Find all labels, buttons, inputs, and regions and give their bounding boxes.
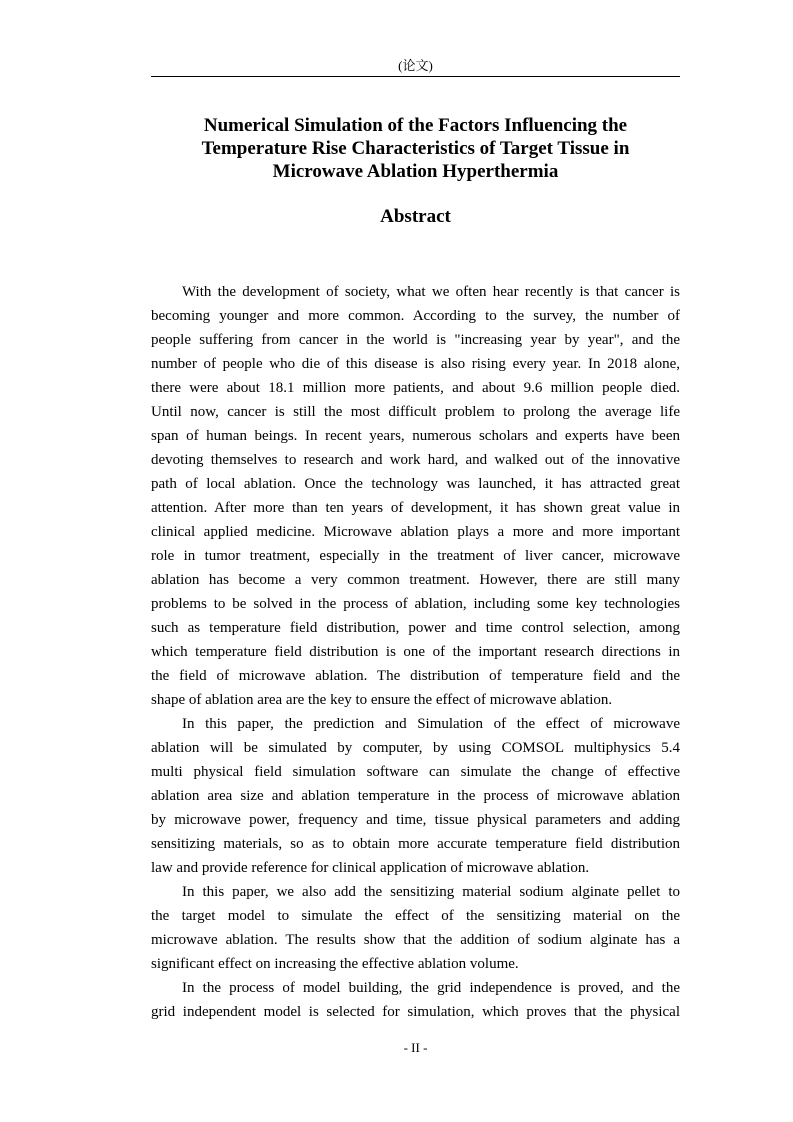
paragraph-line: Until now, cancer is still the most difficult problem to prolong the average life: [151, 404, 680, 420]
paragraph-line: the field of microwave ablation. The distribution of temperature field and the: [151, 668, 680, 684]
paragraph-line: significant effect on increasing the effective ablation volume.: [151, 956, 519, 972]
paragraph-line: there were about 18.1 million more patients, and about 9.6 million people died.: [151, 380, 680, 396]
paragraph-line: problems to be solved in the process of ablation, including some key technologies: [151, 596, 680, 612]
paragraph-line: the target model to simulate the effect of the sensitizing material on the: [151, 908, 680, 924]
paragraph-line: ablation will be simulated by computer, by using COMSOL multiphysics 5.4: [151, 740, 680, 756]
paragraph-line: In the process of model building, the grid independence is proved, and the: [182, 980, 680, 996]
paragraph-line: people suffering from cancer in the world is "increasing year by year", and the: [151, 332, 680, 348]
paragraph-line: grid independent model is selected for simulation, which proves that the physical: [151, 1004, 680, 1020]
paragraph-line: becoming younger and more common. According to the survey, the number of: [151, 308, 680, 324]
paragraph-line: which temperature field distribution is one of the important research directions in: [151, 644, 680, 660]
paragraph-line: microwave ablation. The results show that the addition of sodium alginate has a: [151, 932, 680, 948]
paragraph-line: In this paper, we also add the sensitizing material sodium alginate pellet to: [182, 884, 680, 900]
running-header: (论文): [398, 58, 433, 73]
paragraph-line: sensitizing materials, so as to obtain more accurate temperature field distribution: [151, 836, 680, 852]
header-rule: [151, 76, 680, 77]
paragraph-line: In this paper, the prediction and Simulation of the effect of microwave: [182, 716, 680, 732]
abstract-paragraph: [151, 712, 680, 880]
paragraph-line: role in tumor treatment, especially in the treatment of liver cancer, microwave: [151, 548, 680, 564]
page-number: - II -: [403, 1040, 428, 1055]
title-line: Microwave Ablation Hyperthermia: [272, 161, 559, 182]
paragraph-line: multi physical field simulation software can simulate the change of effective: [151, 764, 680, 780]
paper-title: [151, 114, 680, 183]
paragraph-line: devoting themselves to research and work hard, and walked out of the innovative: [151, 452, 680, 468]
abstract-body: [151, 280, 680, 1024]
paragraph-line: ablation area size and ablation temperature in the process of microwave ablation: [151, 788, 680, 804]
abstract-paragraph: [151, 976, 680, 1024]
paragraph-line: by microwave power, frequency and time, tissue physical parameters and adding: [151, 812, 680, 828]
paragraph-line: With the development of society, what we often hear recently is that cancer is: [182, 284, 680, 300]
paragraph-line: clinical applied medicine. Microwave ablation plays a more and more important: [151, 524, 680, 540]
title-line: Temperature Rise Characteristics of Target Tissue in: [201, 138, 630, 159]
abstract-heading: Abstract: [380, 206, 451, 227]
paragraph-line: law and provide reference for clinical application of microwave ablation.: [151, 860, 590, 876]
abstract-paragraph: [151, 280, 680, 712]
paragraph-line: such as temperature field distribution, power and time control selection, among: [151, 620, 680, 636]
abstract-paragraph: [151, 880, 680, 976]
paragraph-line: span of human beings. In recent years, numerous scholars and experts have been: [151, 428, 680, 444]
paragraph-line: shape of ablation area are the key to ensure the effect of microwave ablation.: [151, 692, 613, 708]
paragraph-line: path of local ablation. Once the technology was launched, it has attracted great: [151, 476, 680, 492]
paragraph-line: attention. After more than ten years of development, it has shown great value in: [151, 500, 680, 516]
paragraph-line: number of people who die of this disease is also rising every year. In 2018 alone,: [151, 356, 680, 372]
title-line: Numerical Simulation of the Factors Influencing the: [203, 115, 628, 136]
paragraph-line: ablation has become a very common treatment. However, there are still many: [151, 572, 680, 588]
